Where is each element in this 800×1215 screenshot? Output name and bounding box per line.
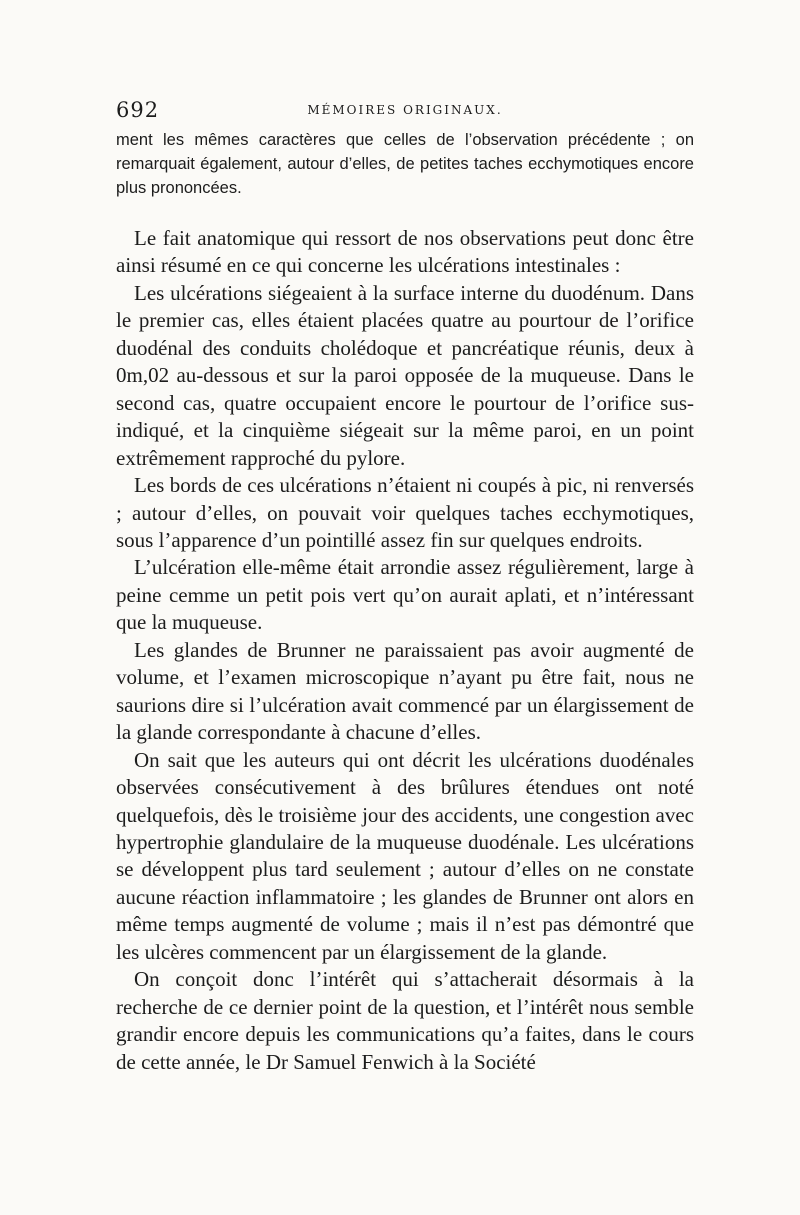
page-number: 692 (116, 98, 160, 122)
paragraph-interest: On conçoit donc l’intérêt qui s’attacherait désormais à la recherche de ce dernier point de la question, et l’intérêt nous semble grandir encore depuis les communications qu’a faites, dans le cours de cette année, le Dr Samuel Fenwich à la Société (116, 967, 694, 1074)
main-text (116, 225, 694, 1076)
running-title: MÉMOIRES ORIGINAUX. (307, 103, 503, 117)
continued-paragraph (116, 128, 694, 200)
page-header (116, 98, 694, 126)
paragraph-borders: Les bords de ces ulcérations n’étaient ni coupés à pic, ni renversés ; autour d’elles, on pouvait voir quelques taches ecchymotiques, sous l’apparence d’un pointillé assez fin sur quelques endroits. (116, 473, 694, 552)
paragraph-location: Les ulcérations siégeaient à la surface interne du duodénum. Dans le premier cas, elles étaient placées quatre au pourtour de l’orifice duodénal des conduits cholédoque et pancréatique réunis, deux à 0m,02 au-dessous et sur la paroi opposée de la muqueuse. Dans le second cas, quatre occupaient encore le pourtour de l’orifice sus-indiqué, et la cinquième siégeait sur la même paroi, en un point extrêmement rapproché du pylore. (116, 280, 694, 470)
paragraph-summary: Le fait anatomique qui ressort de nos observations peut donc être ainsi résumé en ce qui concerne les ulcérations intestinales : (116, 226, 694, 278)
paragraph-authors: On sait que les auteurs qui ont décrit les ulcérations duodénales observées consécutivement à des brûlures étendues ont noté quelquefois, dès le troisième jour des accidents, une congestion avec hypertrophie glandulaire de la muqueuse duodénale. Les ulcérations se développent plus tard seulement ; autour d’elles on ne constate aucune réaction inflammatoire ; les glandes de Brunner ont alors en même temps augmenté de volume ; mais il n’est pas démontré que les ulcères commencent par un élargissement de la glande. (116, 747, 694, 964)
paragraph-brunner-glands: Les glandes de Brunner ne paraissaient pas avoir augmenté de volume, et l’examen microscopique n’ayant pu être fait, nous ne saurions dire si l’ulcération avait commencé par un élargissement de la glande correspondante à chacune d’elles. (116, 637, 694, 745)
paragraph-shape: L’ulcération elle-même était arrondie assez régulièrement, large à peine cemme un petit pois vert qu’on aurait aplati, et n’intéressant que la muqueuse. (116, 555, 694, 635)
intro-text: ment les mêmes caractères que celles de l’observation précédente ; on remarquait également, autour d’elles, de petites taches ecchymotiques encore plus prononcées. (116, 131, 694, 197)
